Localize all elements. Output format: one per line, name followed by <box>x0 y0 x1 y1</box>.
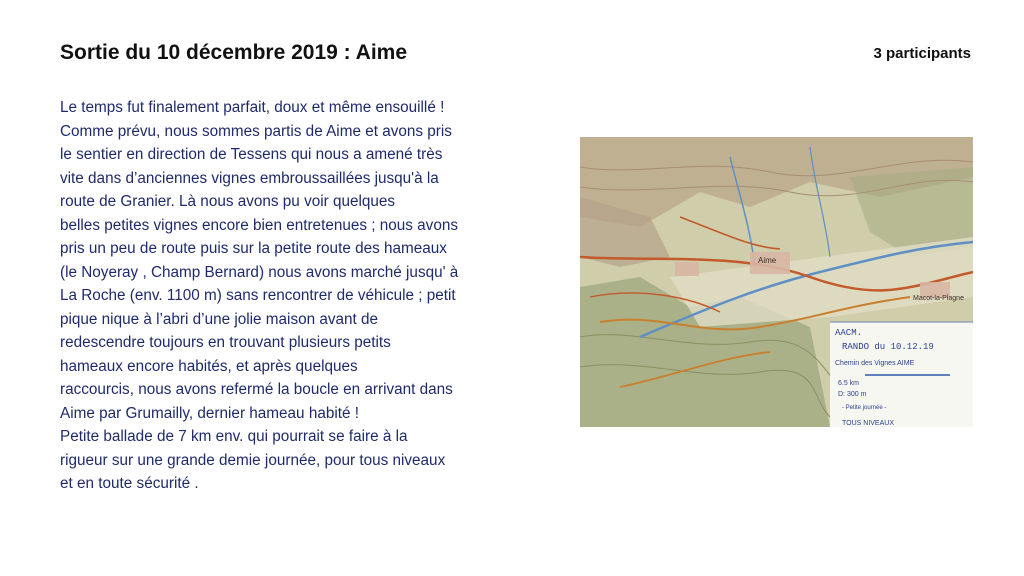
description-line: raccourcis, nous avons refermé la boucle en arrivant dans <box>60 381 453 398</box>
handwritten-note-card <box>830 322 973 427</box>
note-line: RANDO du 10.12.19 <box>842 342 934 352</box>
note-line: 6.5 km <box>838 380 860 387</box>
note-line: AACM. <box>835 328 863 338</box>
description-line: le sentier en direction de Tessens qui nous a amené très <box>60 146 443 163</box>
participants-count: 3 participants <box>873 45 971 62</box>
description-line: Aime par Grumailly, dernier hameau habité ! <box>60 404 359 422</box>
outing-description <box>60 96 530 496</box>
hiking-map-photo <box>580 137 973 427</box>
map-label: Aime <box>758 256 777 265</box>
note-line: TOUS NIVEAUX <box>842 420 894 427</box>
map-label: Macot-la-Plagne <box>913 295 964 302</box>
map-illustration <box>580 137 973 427</box>
note-line: Chemin des Vignes AIME <box>835 360 915 367</box>
description-line: route de Granier. Là nous avons pu voir quelques <box>60 193 396 210</box>
description-line: pris un peu de route puis sur la petite route des hameaux <box>60 240 447 257</box>
description-line: redescendre toujours en trouvant plusieurs petits <box>60 334 391 351</box>
description-line: vite dans d’anciennes vignes embroussaillées jusqu'à la <box>60 169 439 187</box>
note-line: D: 300 m <box>838 391 867 398</box>
description-line: et en toute sécurité . <box>60 475 199 492</box>
description-line: Petite ballade de 7 km env. qui pourrait se faire à la <box>60 428 408 445</box>
description-line: pique nique à l’abri d’une jolie maison avant de <box>60 310 379 328</box>
description-line: rigueur sur une grande demie journée, pour tous niveaux <box>60 451 446 469</box>
description-line: La Roche (env. 1100 m) sans rencontrer de véhicule ; petit <box>60 287 456 304</box>
description-line: hameaux encore habités, et après quelques <box>60 357 358 375</box>
description-line: Comme prévu, nous sommes partis de Aime et avons pris <box>60 122 452 140</box>
note-line: - Petite journée - <box>842 405 887 411</box>
description-line: (le Noyeray , Champ Bernard) nous avons marché jusqu' à <box>60 263 459 281</box>
description-line: Le temps fut finalement parfait, doux et même ensouillé ! <box>60 99 445 116</box>
slide-title: Sortie du 10 décembre 2019 : Aime <box>60 41 408 64</box>
description-line: belles petites vignes encore bien entretenues ; nous avons <box>60 216 458 234</box>
